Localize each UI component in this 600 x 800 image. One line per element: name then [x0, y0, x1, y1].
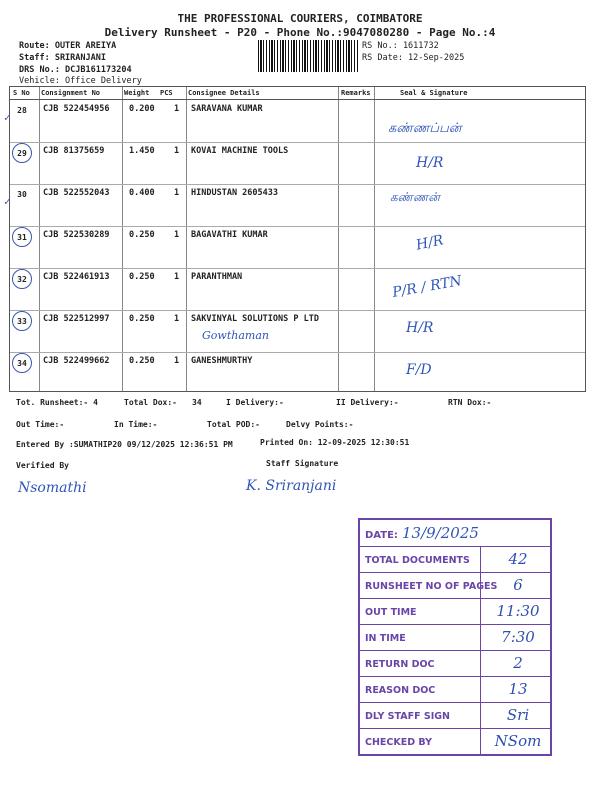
row-pcs: 1 [174, 104, 180, 114]
row-weight: 1.450 [129, 146, 155, 156]
staff: Staff: SRIRANJANI [19, 53, 106, 63]
barcode [258, 40, 358, 72]
staff-signature-label: Staff Signature [266, 459, 339, 468]
drs-number: DRS No.: DCJB161173204 [19, 65, 132, 75]
stamp-row-value: 6 [513, 576, 523, 594]
ii-delivery: II Delivery:- [336, 398, 399, 407]
stamp-date-value: 13/9/2025 [402, 524, 479, 542]
row-weight: 0.250 [129, 272, 155, 282]
out-time: Out Time:- [16, 420, 65, 429]
col-consignment: Consignment No [41, 89, 101, 97]
row-pcs: 1 [174, 272, 180, 282]
stamp-row [360, 572, 550, 599]
row-consignee: KOVAI MACHINE TOOLS [191, 146, 289, 156]
row-sno: 32 [12, 269, 32, 289]
route: Route: OUTER AREIYA [19, 41, 117, 51]
receipt-stamp [358, 518, 552, 756]
row-consignee: GANESHMURTHY [191, 356, 253, 366]
row-weight: 0.250 [129, 230, 155, 240]
row-seal-signature: கண்ணன் [390, 190, 440, 204]
col-sno: S No [13, 89, 30, 97]
runsheet-table: S No Consignment No Weight PCS Consignee Details Remarks Seal & Signature 28 ✓ CJB 522454956 0.200 1 SARAVANA KUMAR கண்ணப்பன் 29 CJB 81375659 1.450 1 KOVAI MACHINE TOOLS H/R 30 ✓ CJB 522552043 0.400 1 HINDUSTAN 2605433 கண்ணன் 31 CJB 522530289 0.250 1 BAGAVATHI KUMAR H/R 32 CJB 522461913 0.250 1 PARANTHMAN P/R / RTN 33 CJB 522512997 0.250 1 SAKVINYAL SOLUTIONS P LTD Gowthaman H/R 34 CJB 522499662 0.250 1 GANESHMURTHY F/D [9, 86, 586, 392]
tot-runsheet: Tot. Runsheet:- 4 [16, 398, 98, 407]
row-weight: 0.250 [129, 314, 155, 324]
stamp-row [360, 546, 550, 573]
stamp-row-label: REASON DOC [365, 685, 436, 696]
row-sno: 31 [12, 227, 32, 247]
col-seal: Seal & Signature [400, 89, 468, 97]
row-consignment: CJB 522454956 [43, 104, 110, 114]
row-sno: 28 [17, 106, 27, 115]
stamp-row [360, 598, 550, 625]
stamp-row-value: NSom [494, 732, 542, 750]
rs-number: RS No.: 1611732 [362, 41, 439, 51]
staff-signature: K. Sriranjani [246, 478, 337, 494]
row-pcs: 1 [174, 314, 180, 324]
entered-by: Entered By :SUMATHIP20 09/12/2025 12:36:51 PM [16, 440, 233, 449]
stamp-row [360, 702, 550, 729]
stamp-row-label: DLY STAFF SIGN [365, 711, 450, 722]
stamp-date-label: DATE: [365, 530, 398, 541]
row-consignment: CJB 522552043 [43, 188, 110, 198]
row-weight: 0.400 [129, 188, 155, 198]
stamp-row-label: RETURN DOC [365, 659, 435, 670]
stamp-row [360, 624, 550, 651]
stamp-row-value: 42 [508, 550, 528, 568]
row-consignment: CJB 522499662 [43, 356, 110, 366]
row-consignee: SAKVINYAL SOLUTIONS P LTD [191, 314, 319, 324]
stamp-row-label: OUT TIME [365, 607, 417, 618]
row-consignee: PARANTHMAN [191, 272, 243, 282]
company-title: THE PROFESSIONAL COURIERS, COIMBATORE [177, 12, 423, 25]
stamp-row [360, 650, 550, 677]
vehicle: Vehicle: Office Delivery [19, 76, 142, 86]
row-seal-signature: H/R [414, 232, 445, 254]
stamp-row [360, 676, 550, 703]
stamp-row-value: 13 [508, 680, 528, 698]
col-remarks: Remarks [341, 89, 371, 97]
row-seal-signature: P/R / RTN [391, 273, 464, 301]
row-seal-signature: H/R [416, 155, 444, 171]
col-weight: Weight [124, 89, 150, 97]
row-sno: 29 [12, 143, 32, 163]
in-time: In Time:- [114, 420, 158, 429]
rtn-dox: RTN Dox:- [448, 398, 492, 407]
stamp-row-label: TOTAL DOCUMENTS [365, 555, 470, 566]
total-dox-label: Total Dox:- [124, 398, 177, 407]
stamp-row-value: 11:30 [496, 602, 540, 620]
row-consignee: BAGAVATHI KUMAR [191, 230, 268, 240]
delvy-points: Delvy Points:- [286, 420, 354, 429]
row-pcs: 1 [174, 230, 180, 240]
row-sno: 30 [17, 190, 27, 199]
row-consignment: CJB 81375659 [43, 146, 105, 156]
total-pod: Total POD:- [207, 420, 260, 429]
rs-date: RS Date: 12-Sep-2025 [362, 53, 465, 63]
row-seal-signature: H/R [406, 320, 434, 336]
row-pcs: 1 [174, 188, 180, 198]
total-dox-value: 34 [192, 398, 202, 407]
stamp-row-value: 7:30 [501, 628, 535, 646]
row-consignment: CJB 522461913 [43, 272, 110, 282]
row-consignee: SARAVANA KUMAR [191, 104, 263, 114]
stamp-row [360, 728, 550, 755]
stamp-row-label: RUNSHEET NO OF PAGES [365, 581, 498, 592]
row-pcs: 1 [174, 146, 180, 156]
row-consignee: HINDUSTAN 2605433 [191, 188, 278, 198]
row-pcs: 1 [174, 356, 180, 366]
row-sno: 33 [12, 311, 32, 331]
row-seal-signature: கண்ணப்பன் [388, 121, 462, 136]
row-consignee-handwritten: Gowthaman [202, 329, 269, 342]
row-consignment: CJB 522512997 [43, 314, 110, 324]
printed-on: Printed On: 12-09-2025 12:30:51 [260, 438, 410, 447]
col-consignee: Consignee Details [188, 89, 260, 97]
row-consignment: CJB 522530289 [43, 230, 110, 240]
row-weight: 0.200 [129, 104, 155, 114]
row-seal-signature: F/D [406, 362, 432, 378]
stamp-row-value: Sri [506, 706, 530, 724]
verified-by: Verified By [16, 461, 69, 470]
stamp-row-label: CHECKED BY [365, 737, 433, 748]
runsheet-title: Delivery Runsheet - P20 - Phone No.:9047080280 - Page No.:4 [104, 26, 496, 39]
verified-signature: Nsomathi [18, 480, 87, 496]
row-weight: 0.250 [129, 356, 155, 366]
col-pcs: PCS [160, 89, 173, 97]
row-sno: 34 [12, 353, 32, 373]
i-delivery: I Delivery:- [226, 398, 284, 407]
stamp-row-label: IN TIME [365, 633, 406, 644]
stamp-row-value: 2 [513, 654, 523, 672]
